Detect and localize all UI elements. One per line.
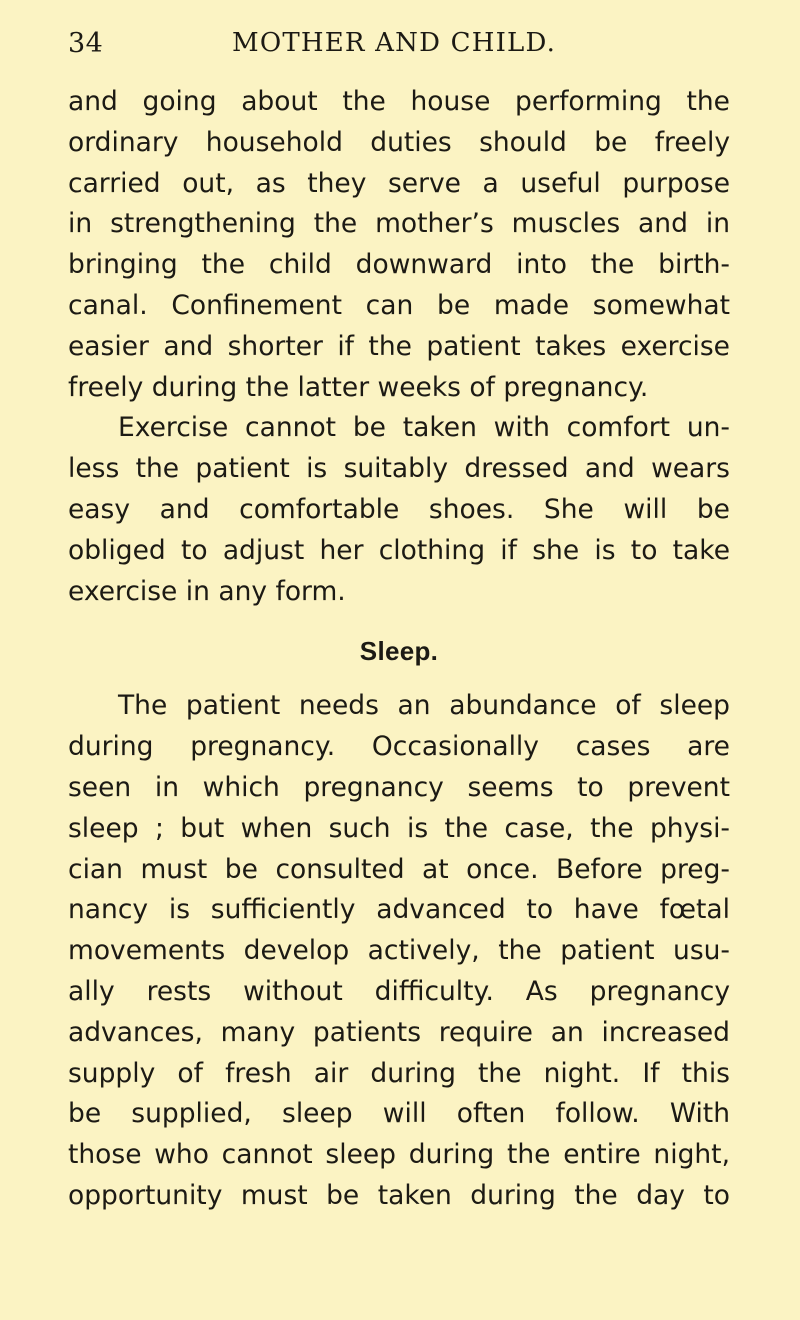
text-line: carried out, as they serve a useful purpose xyxy=(68,167,730,199)
body-text xyxy=(68,82,730,1217)
text-line: easy and comfortable shoes. She will be xyxy=(68,493,730,525)
text-line: supply of fresh air during the night. If this xyxy=(68,1057,730,1089)
text-line: and going about the house performing the xyxy=(68,86,730,117)
text-line: cian must be consulted at once. Before preg- xyxy=(68,853,730,885)
text-line: nancy is sufficiently advanced to have fœtal xyxy=(68,894,730,926)
text-line: during pregnancy. Occasionally cases are xyxy=(68,731,730,763)
text-line: bringing the child downward into the birth- xyxy=(68,249,730,281)
text-line: movements develop actively, the patient usu- xyxy=(68,935,730,967)
page-header xyxy=(56,24,744,64)
text-line: less the patient is suitably dressed and wears xyxy=(68,453,730,485)
text-line: freely during the latter weeks of pregnancy. xyxy=(68,371,649,403)
text-line: advances, many patients require an increased xyxy=(68,1016,730,1048)
text-line: be supplied, sleep will often follow. With xyxy=(68,1098,730,1130)
section-heading-wrap xyxy=(68,612,730,686)
text-line: ordinary household duties should be freely xyxy=(68,126,730,158)
text-line: opportunity must be taken during the day to xyxy=(68,1179,730,1211)
text-line: ally rests without difficulty. As pregnancy xyxy=(68,975,730,1007)
text-line: exercise in any form. xyxy=(68,575,346,607)
text-line: those who cannot sleep during the entire night, xyxy=(68,1139,730,1171)
text-line: The patient needs an abundance of sleep xyxy=(118,690,730,722)
text-line: obliged to adjust her clothing if she is to take xyxy=(68,534,730,566)
running-head: MOTHER AND CHILD. xyxy=(232,28,557,58)
text-line: canal. Confinement can be made somewhat xyxy=(68,289,730,321)
section-heading: Sleep. xyxy=(359,636,439,667)
text-line: seen in which pregnancy seems to prevent xyxy=(68,771,730,803)
text-line: Exercise cannot be taken with comfort un- xyxy=(118,412,730,444)
page-number: 34 xyxy=(68,28,104,59)
text-line: in strengthening the mother’s muscles and in xyxy=(68,208,730,240)
text-line: easier and shorter if the patient takes exercise xyxy=(68,330,730,362)
text-line: sleep ; but when such is the case, the physi- xyxy=(68,812,730,844)
